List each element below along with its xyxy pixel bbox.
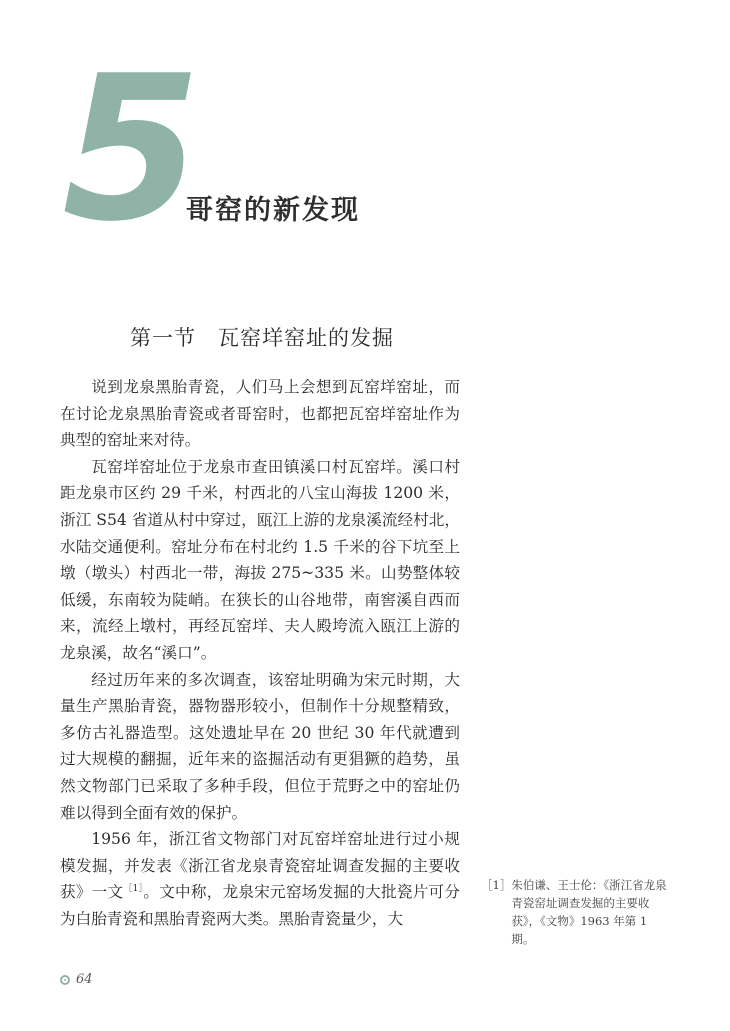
section-heading: 第一节 瓦窑垟窑址的发掘 bbox=[130, 326, 394, 350]
paragraph: 经过历年来的多次调查，该窑址明确为宋元时期，大量生产黑胎青瓷，器物器形较小，但制作十分规整精致，多仿古礼器造型。这处遗址早在 20 世纪 30 年代就遭到过大规模的翻掘，近年来的盗掘活动有更猖獗的趋势，虽然文物部门已采取了多种手段，但位于荒野之中的窑址仍难以得到全面有效的保护。 bbox=[60, 670, 460, 822]
page-number: 64 bbox=[76, 972, 93, 987]
circle-icon bbox=[60, 975, 70, 985]
footnote-reference[interactable]: ［1］ bbox=[123, 884, 144, 895]
paragraph: 瓦窑垟窑址位于龙泉市查田镇溪口村瓦窑垟。溪口村距龙泉市区约 29 千米，村西北的八宝山海拔 1200 米，浙江 S54 省道从村中穿过，瓯江上游的龙泉溪流经村北，水陆交通便利。窑址分布在村北约 1.5 千米的谷下坑至上墩（墩头）村西北一带，海拔 275~335 米。山势整体较低缓，东南较为陡峭。在狭长的山谷地带，南窖溪自西而来，流经上墩村，再经瓦窑垟、夫人殿垮流入瓯江上游的龙泉溪，故名“溪口”。 bbox=[60, 457, 460, 662]
paragraph-text: 1956 年，浙江省文物部门对瓦窑垟窑址进行过小规模发掘，并发表《浙江省龙泉青瓷窑址调查发掘的主要收获》一文 bbox=[60, 830, 460, 902]
footnote bbox=[481, 876, 671, 948]
chapter-title: 哥窑的新发现 bbox=[186, 195, 360, 226]
paragraph-text: 。文中称，龙泉宋元窑场发掘的大批瓷片可分为白胎青瓷和黑胎青瓷两大类。黑胎青瓷量少，大 bbox=[60, 883, 460, 928]
footnote-text: 朱伯谦、王士伦：《浙江省龙泉青瓷窑址调查发掘的主要收获》，《文物》1963 年第 1 期。 bbox=[511, 878, 667, 946]
chapter-number: 5 bbox=[62, 33, 198, 266]
body-text bbox=[60, 374, 460, 932]
paragraph bbox=[60, 826, 460, 932]
footnote-marker: ［1］ bbox=[481, 878, 512, 892]
paragraph: 说到龙泉黑胎青瓷，人们马上会想到瓦窑垟窑址，而在讨论龙泉黑胎青瓷或者哥窑时，也都把瓦窑垟窑址作为典型的窑址来对待。 bbox=[60, 378, 460, 450]
page-footer bbox=[60, 972, 93, 987]
